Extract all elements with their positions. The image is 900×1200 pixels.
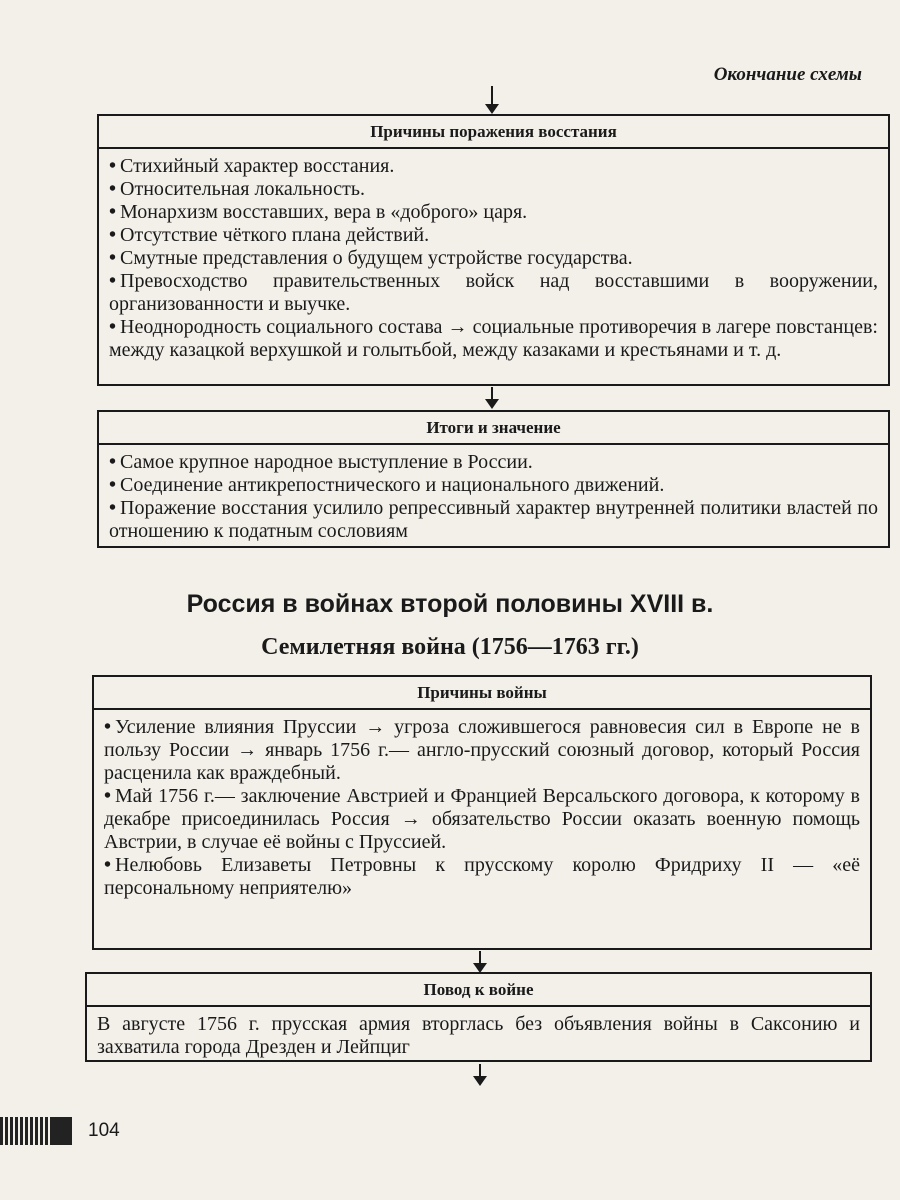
continuation-label: Окончание схемы xyxy=(713,64,862,85)
arrow-down-icon xyxy=(491,86,493,106)
list-item: • Стихийный характер восстания. xyxy=(109,155,395,177)
list-item: • Самое крупное народное выступление в России. xyxy=(109,451,533,473)
subsection-title: Семилетняя война (1756—1763 гг.) xyxy=(261,634,639,660)
defeat-causes-list xyxy=(99,149,888,368)
section-title: Россия в войнах второй половины XVIII в. xyxy=(186,590,714,618)
defeat-causes-title: Причины поражения восстания xyxy=(99,116,888,149)
results-box xyxy=(97,410,890,548)
war-causes-box xyxy=(92,675,872,950)
arrow-down-icon xyxy=(491,387,493,401)
list-item: • Отсутствие чёткого плана действий. xyxy=(109,224,430,246)
defeat-causes-box xyxy=(97,114,890,386)
pretext-text: В августе 1756 г. прусская армия вторглась без объявления войны в Саксонию и захватила города Дрезден и Лейпциг xyxy=(97,1013,860,1058)
war-causes-list xyxy=(94,710,870,906)
results-list xyxy=(99,445,888,549)
list-item: • Усиление влияния Пруссии → угроза сложившегося равновесия сил в Европе не в пользу России → январь 1756 г.— англо-прусский союзный договор, который Россия расценила как враждебный. xyxy=(104,716,860,784)
list-item: • Май 1756 г.— заключение Австрией и Францией Версальского договора, к которому в декабре присоединилась Россия → обязательство России оказать военную помощь Австрии, в случае её войны с Пруссией. xyxy=(104,785,860,853)
pretext-box xyxy=(85,972,872,1062)
arrow-down-icon xyxy=(479,951,481,965)
war-causes-title: Причины войны xyxy=(94,677,870,710)
page-edge-marker xyxy=(0,1117,72,1145)
list-item: • Поражение восстания усилило репрессивный характер внутренней политики властей по отношению к податным сословиям xyxy=(109,497,878,542)
list-item: • Нелюбовь Елизаветы Петровны к прусскому королю Фридриху II — «её персональному неприятелю» xyxy=(104,854,860,899)
pretext-title: Повод к войне xyxy=(87,974,870,1007)
list-item: • Соединение антикрепостнического и национального движений. xyxy=(109,474,665,496)
list-item: • Монархизм восставших, вера в «доброго» царя. xyxy=(109,201,528,223)
list-item: • Относительная локальность. xyxy=(109,178,365,200)
list-item: • Неоднородность социального состава → социальные противоречия в лагере повстанцев: между казацкой верхушкой и голытьбой, между казаками и крестьянами и т. д. xyxy=(109,316,878,361)
page-number: 104 xyxy=(88,1120,120,1141)
list-item: • Смутные представления о будущем устройстве государства. xyxy=(109,247,633,269)
results-title: Итоги и значение xyxy=(99,412,888,445)
arrow-down-icon xyxy=(479,1064,481,1078)
list-item: • Превосходство правительственных войск над восставшими в вооружении, организованности и выучке. xyxy=(109,270,878,315)
